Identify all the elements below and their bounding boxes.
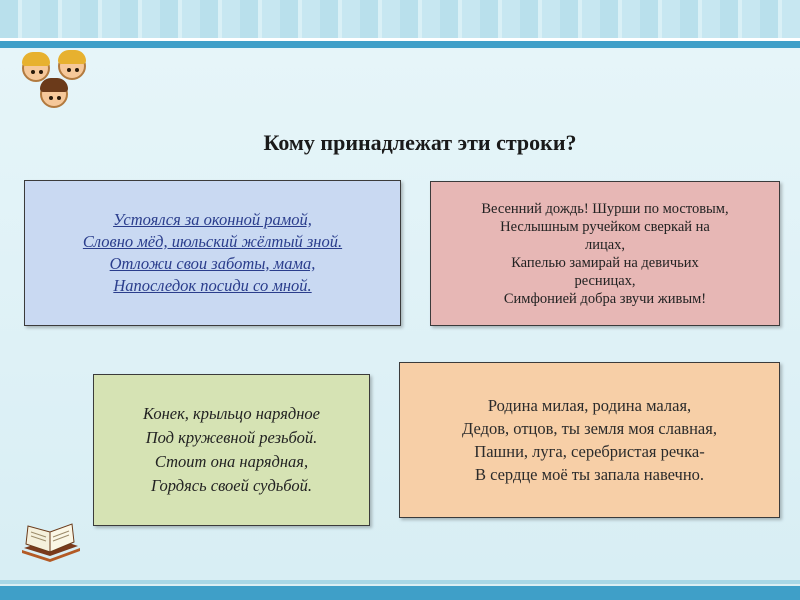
poem-line: Напоследок посиди со мной. xyxy=(113,276,312,295)
poem-line: Словно мёд, июльский жёлтый зной. xyxy=(82,232,343,251)
poem-line: Устоялся за оконной рамой, xyxy=(113,210,312,229)
poem-line: Капелью замирай на девичьих xyxy=(511,254,699,271)
poem-line: Дедов, отцов, ты земля моя славная, xyxy=(462,419,717,438)
poem-line: Пашни, луга, серебристая речка- xyxy=(474,442,705,461)
poem-line: Конек, крыльцо нарядное xyxy=(143,404,320,423)
poem-box-4 xyxy=(399,362,780,518)
poem-line: Стоит она нарядная, xyxy=(154,452,309,471)
poem-box-3 xyxy=(93,374,370,526)
poem-box-1 xyxy=(24,180,401,326)
poem-line: Весенний дождь! Шурши по мостовым, xyxy=(481,200,729,217)
poem-box-2 xyxy=(430,181,780,326)
poem-line: ресницах, xyxy=(574,272,636,289)
poem-line: Гордясь своей судьбой. xyxy=(150,476,313,495)
poem-line: В сердце моё ты запала навечно. xyxy=(474,465,705,484)
slide-title: Кому принадлежат эти строки? xyxy=(263,130,577,155)
open-book-icon xyxy=(20,518,82,564)
bottom-decorative-band xyxy=(0,586,800,600)
poem-line: Под кружевной резьбой. xyxy=(145,428,318,447)
top-decorative-band xyxy=(0,0,800,41)
poem-line: Родина милая, родина малая, xyxy=(487,396,692,415)
poem-line: Отложи свои заботы, мама, xyxy=(109,254,316,273)
poem-line: Неслышным ручейком сверкай на xyxy=(500,218,710,235)
poem-line: Симфонией добра звучи живым! xyxy=(503,290,707,307)
poem-line: лицах, xyxy=(584,236,626,253)
children-icon xyxy=(18,48,92,110)
